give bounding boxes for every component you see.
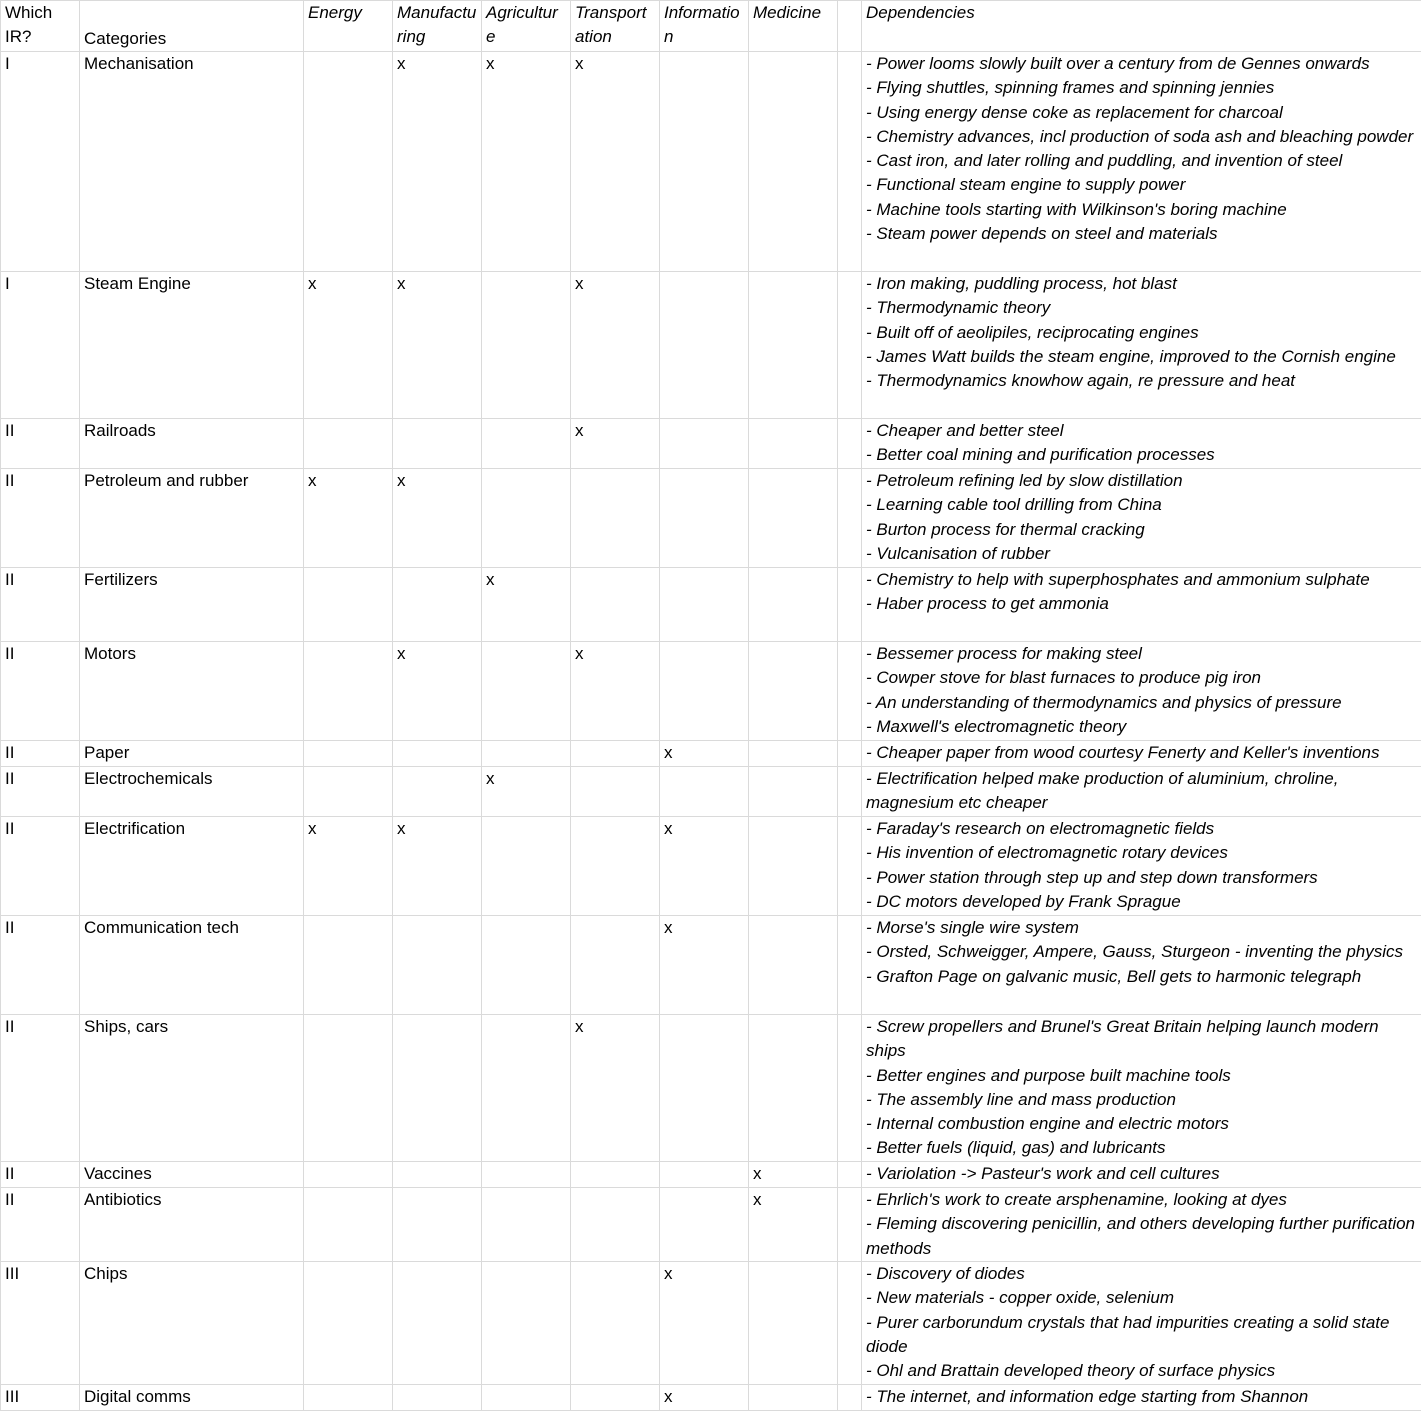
dependency-line: - James Watt builds the steam engine, improved to the Cornish engine — [866, 346, 1396, 366]
table-row — [1, 52, 1421, 272]
cell-blank[interactable] — [838, 1262, 862, 1385]
cell-medicine-mark[interactable] — [749, 1015, 838, 1162]
cell-information-mark[interactable] — [660, 272, 749, 419]
cell-transportation-mark[interactable]: x — [571, 419, 660, 469]
dependency-line: - The internet, and information edge starting from Shannon — [866, 1387, 1309, 1406]
cell-which-ir[interactable]: II — [1, 916, 80, 1015]
cell-energy-mark[interactable] — [304, 52, 393, 272]
cell-agriculture-mark[interactable] — [482, 1385, 571, 1411]
cell-information-mark[interactable] — [660, 642, 749, 741]
dependency-line: - Ehrlich's work to create arsphenamine, looking at dyes — [866, 1190, 1287, 1209]
table-row — [1, 1385, 1421, 1411]
cell-information-mark[interactable] — [660, 419, 749, 469]
cell-category[interactable]: Fertilizers — [80, 568, 304, 642]
cell-category[interactable]: Steam Engine — [80, 272, 304, 419]
cell-agriculture-mark[interactable] — [482, 419, 571, 469]
cell-category[interactable]: Antibiotics — [80, 1188, 304, 1262]
cell-blank[interactable] — [838, 568, 862, 642]
cell-dependencies[interactable] — [862, 642, 1421, 741]
table-row — [1, 1188, 1421, 1262]
cell-blank[interactable] — [838, 1162, 862, 1188]
cell-which-ir[interactable]: III — [1, 1262, 80, 1385]
cell-energy-mark[interactable] — [304, 741, 393, 767]
cell-energy-mark[interactable] — [304, 767, 393, 817]
cell-category[interactable]: Electrochemicals — [80, 767, 304, 817]
cell-transportation-mark[interactable] — [571, 568, 660, 642]
cell-which-ir[interactable]: II — [1, 1188, 80, 1262]
header-energy[interactable]: Energy — [304, 1, 393, 52]
cell-dependencies[interactable] — [862, 1015, 1421, 1162]
cell-medicine-mark[interactable] — [749, 469, 838, 568]
cell-category[interactable]: Vaccines — [80, 1162, 304, 1188]
cell-manufacturing-mark[interactable] — [393, 916, 482, 1015]
header-row — [1, 1, 1421, 52]
cell-information-mark[interactable]: x — [660, 1262, 749, 1385]
table-row — [1, 741, 1421, 767]
cell-dependencies[interactable] — [862, 1385, 1421, 1411]
table-body — [1, 52, 1421, 1411]
dependency-line: - Thermodynamics knowhow again, re pressure and heat — [866, 371, 1295, 391]
cell-blank[interactable] — [838, 767, 862, 817]
cell-transportation-mark[interactable] — [571, 469, 660, 568]
cell-category[interactable]: Mechanisation — [80, 52, 304, 272]
dependency-line: - Faraday's research on electromagnetic fields — [866, 819, 1215, 838]
cell-blank[interactable] — [838, 52, 862, 272]
header-dependencies[interactable]: Dependencies — [862, 1, 1421, 52]
cell-blank[interactable] — [838, 916, 862, 1015]
dependency-line: - Cheaper and better steel — [866, 421, 1064, 440]
cell-category[interactable]: Paper — [80, 741, 304, 767]
cell-blank[interactable] — [838, 1188, 862, 1262]
header-categories[interactable]: Categories — [80, 1, 304, 52]
cell-medicine-mark[interactable] — [749, 642, 838, 741]
dependency-line: - Cast iron, and later rolling and puddling, and invention of steel — [866, 151, 1343, 171]
cell-category[interactable]: Motors — [80, 642, 304, 741]
cell-blank[interactable] — [838, 419, 862, 469]
cell-transportation-mark[interactable] — [571, 1162, 660, 1188]
table-row — [1, 469, 1421, 568]
cell-manufacturing-mark[interactable] — [393, 1385, 482, 1411]
cell-medicine-mark[interactable] — [749, 916, 838, 1015]
header-blank-cell[interactable] — [838, 1, 862, 52]
cell-transportation-mark[interactable] — [571, 1188, 660, 1262]
cell-which-ir[interactable]: II — [1, 741, 80, 767]
cell-medicine-mark[interactable] — [749, 568, 838, 642]
cell-manufacturing-mark[interactable] — [393, 767, 482, 817]
cell-transportation-mark[interactable] — [571, 817, 660, 916]
cell-information-mark[interactable] — [660, 52, 749, 272]
cell-energy-mark[interactable] — [304, 642, 393, 741]
cell-dependencies[interactable] — [862, 568, 1421, 642]
cell-agriculture-mark[interactable] — [482, 1262, 571, 1385]
cell-manufacturing-mark[interactable] — [393, 1188, 482, 1262]
dependency-line: - Power station through step up and step down transformers — [866, 867, 1318, 887]
cell-transportation-mark[interactable]: x — [571, 52, 660, 272]
cell-category[interactable]: Communication tech — [80, 916, 304, 1015]
cell-blank[interactable] — [838, 469, 862, 568]
cell-energy-mark[interactable] — [304, 568, 393, 642]
table-row — [1, 817, 1421, 916]
dependency-line: - Orsted, Schweigger, Ampere, Gauss, Sturgeon - inventing the physics — [866, 942, 1404, 962]
table-row — [1, 568, 1421, 642]
table-row — [1, 1162, 1421, 1188]
cell-information-mark[interactable] — [660, 1188, 749, 1262]
dependency-line: - Functional steam engine to supply power — [866, 175, 1186, 195]
cell-medicine-mark[interactable]: x — [749, 1162, 838, 1188]
cell-dependencies[interactable] — [862, 1162, 1421, 1188]
cell-which-ir[interactable]: III — [1, 1385, 80, 1411]
cell-information-mark[interactable]: x — [660, 916, 749, 1015]
cell-manufacturing-mark[interactable] — [393, 1262, 482, 1385]
cell-agriculture-mark[interactable]: x — [482, 767, 571, 817]
dependency-line: - Electrification helped make production of aluminium, chroline, magnesium etc cheaper — [866, 769, 1339, 813]
dependency-line: - Variolation -> Pasteur's work and cell cultures — [866, 1164, 1220, 1183]
cell-medicine-mark[interactable] — [749, 767, 838, 817]
cell-medicine-mark[interactable] — [749, 741, 838, 767]
cell-dependencies[interactable] — [862, 817, 1421, 916]
dependency-line: - Steam power depends on steel and materials — [866, 224, 1218, 244]
dependency-line: - Morse's single wire system — [866, 918, 1079, 937]
cell-dependencies[interactable] — [862, 469, 1421, 568]
cell-blank[interactable] — [838, 642, 862, 741]
cell-manufacturing-mark[interactable] — [393, 568, 482, 642]
dependency-line: - Iron making, puddling process, hot blast — [866, 274, 1177, 293]
cell-agriculture-mark[interactable] — [482, 1162, 571, 1188]
header-manufacturing[interactable]: Manufacturing — [393, 1, 482, 52]
cell-information-mark[interactable]: x — [660, 741, 749, 767]
cell-blank[interactable] — [838, 817, 862, 916]
dependency-line: - Petroleum refining led by slow distillation — [866, 471, 1183, 490]
cell-transportation-mark[interactable]: x — [571, 272, 660, 419]
cell-which-ir[interactable]: II — [1, 419, 80, 469]
dependency-line: - Better fuels (liquid, gas) and lubricants — [866, 1138, 1166, 1158]
cell-energy-mark[interactable] — [304, 1188, 393, 1262]
cell-which-ir[interactable]: I — [1, 272, 80, 419]
table-row — [1, 419, 1421, 469]
cell-category[interactable]: Digital comms — [80, 1385, 304, 1411]
dependency-line: - Maxwell's electromagnetic theory — [866, 716, 1127, 736]
cell-transportation-mark[interactable] — [571, 1385, 660, 1411]
cell-agriculture-mark[interactable] — [482, 642, 571, 741]
cell-medicine-mark[interactable] — [749, 272, 838, 419]
dependency-line: - Learning cable tool drilling from China — [866, 495, 1162, 515]
dependency-line: - Power looms slowly built over a century from de Gennes onwards — [866, 54, 1370, 73]
cell-information-mark[interactable] — [660, 568, 749, 642]
dependency-line: - Cheaper paper from wood courtesy Fenerty and Keller's inventions — [866, 743, 1380, 762]
dependency-line: - New materials - copper oxide, selenium — [866, 1288, 1175, 1308]
cell-agriculture-mark[interactable] — [482, 1015, 571, 1162]
dependency-line: - Machine tools starting with Wilkinson's boring machine — [866, 199, 1287, 219]
cell-which-ir[interactable]: II — [1, 469, 80, 568]
cell-information-mark[interactable]: x — [660, 817, 749, 916]
cell-energy-mark[interactable] — [304, 1385, 393, 1411]
dependency-line: - Chemistry advances, incl production of soda ash and bleaching powder — [866, 126, 1414, 146]
cell-agriculture-mark[interactable] — [482, 741, 571, 767]
table-row — [1, 1262, 1421, 1385]
dependency-line: - Screw propellers and Brunel's Great Britain helping launch modern ships — [866, 1017, 1379, 1061]
table-row — [1, 916, 1421, 1015]
cell-manufacturing-mark[interactable]: x — [393, 642, 482, 741]
dependency-line: - Better coal mining and purification processes — [866, 445, 1215, 465]
cell-information-mark[interactable] — [660, 1015, 749, 1162]
cell-agriculture-mark[interactable] — [482, 1188, 571, 1262]
cell-manufacturing-mark[interactable] — [393, 1015, 482, 1162]
dependency-line: - His invention of electromagnetic rotary devices — [866, 843, 1228, 863]
dependency-line: - Burton process for thermal cracking — [866, 519, 1145, 539]
cell-energy-mark[interactable] — [304, 419, 393, 469]
cell-agriculture-mark[interactable] — [482, 916, 571, 1015]
cell-medicine-mark[interactable] — [749, 1385, 838, 1411]
cell-energy-mark[interactable]: x — [304, 469, 393, 568]
cell-manufacturing-mark[interactable]: x — [393, 469, 482, 568]
cell-energy-mark[interactable]: x — [304, 272, 393, 419]
header-transportation[interactable]: Transportation — [571, 1, 660, 52]
cell-medicine-mark[interactable] — [749, 419, 838, 469]
dependency-line: - Using energy dense coke as replacement for charcoal — [866, 102, 1283, 122]
dependency-line: - Flying shuttles, spinning frames and spinning jennies — [866, 78, 1275, 98]
cell-category[interactable]: Railroads — [80, 419, 304, 469]
dependency-line: - An understanding of thermodynamics and physics of pressure — [866, 692, 1342, 712]
dependency-line: - Cowper stove for blast furnaces to produce pig iron — [866, 668, 1261, 688]
cell-information-mark[interactable] — [660, 1162, 749, 1188]
cell-medicine-mark[interactable] — [749, 1262, 838, 1385]
cell-agriculture-mark[interactable] — [482, 817, 571, 916]
cell-transportation-mark[interactable]: x — [571, 1015, 660, 1162]
cell-manufacturing-mark[interactable]: x — [393, 52, 482, 272]
cell-which-ir[interactable]: II — [1, 642, 80, 741]
cell-energy-mark[interactable] — [304, 916, 393, 1015]
cell-medicine-mark[interactable] — [749, 52, 838, 272]
cell-dependencies[interactable] — [862, 916, 1421, 1015]
cell-energy-mark[interactable] — [304, 1162, 393, 1188]
dependency-line: - DC motors developed by Frank Sprague — [866, 891, 1181, 911]
cell-which-ir[interactable]: I — [1, 52, 80, 272]
cell-which-ir[interactable]: II — [1, 1015, 80, 1162]
cell-agriculture-mark[interactable] — [482, 469, 571, 568]
table-row — [1, 1015, 1421, 1162]
header-agriculture[interactable]: Agriculture — [482, 1, 571, 52]
cell-dependencies[interactable] — [862, 1262, 1421, 1385]
cell-medicine-mark[interactable] — [749, 817, 838, 916]
cell-energy-mark[interactable]: x — [304, 817, 393, 916]
cell-which-ir[interactable]: II — [1, 1162, 80, 1188]
cell-blank[interactable] — [838, 741, 862, 767]
cell-transportation-mark[interactable] — [571, 1262, 660, 1385]
dependency-line: - Internal combustion engine and electric motors — [866, 1114, 1229, 1134]
table-row — [1, 642, 1421, 741]
dependency-line: - Discovery of diodes — [866, 1264, 1025, 1283]
cell-manufacturing-mark[interactable] — [393, 419, 482, 469]
dependency-line: - Vulcanisation of rubber — [866, 543, 1050, 563]
cell-agriculture-mark[interactable]: x — [482, 52, 571, 272]
cell-category[interactable]: Electrification — [80, 817, 304, 916]
cell-manufacturing-mark[interactable]: x — [393, 272, 482, 419]
cell-transportation-mark[interactable]: x — [571, 642, 660, 741]
cell-energy-mark[interactable] — [304, 1015, 393, 1162]
cell-which-ir[interactable]: II — [1, 568, 80, 642]
cell-information-mark[interactable] — [660, 469, 749, 568]
dependency-line: - Better engines and purpose built machine tools — [866, 1065, 1231, 1085]
cell-category[interactable]: Petroleum and rubber — [80, 469, 304, 568]
cell-transportation-mark[interactable] — [571, 916, 660, 1015]
header-which-ir[interactable]: Which IR? — [1, 1, 80, 52]
dependency-line: - Haber process to get ammonia — [866, 594, 1109, 614]
dependency-line: - The assembly line and mass production — [866, 1089, 1176, 1109]
dependency-line: - Built off of aeolipiles, reciprocating engines — [866, 322, 1199, 342]
cell-dependencies[interactable] — [862, 272, 1421, 419]
cell-information-mark[interactable]: x — [660, 1385, 749, 1411]
cell-which-ir[interactable]: II — [1, 767, 80, 817]
dependency-line: - Bessemer process for making steel — [866, 644, 1142, 663]
cell-manufacturing-mark[interactable] — [393, 1162, 482, 1188]
cell-agriculture-mark[interactable] — [482, 272, 571, 419]
cell-which-ir[interactable]: II — [1, 817, 80, 916]
cell-blank[interactable] — [838, 272, 862, 419]
cell-transportation-mark[interactable] — [571, 741, 660, 767]
dependency-line: - Chemistry to help with superphosphates and ammonium sulphate — [866, 570, 1370, 589]
cell-medicine-mark[interactable]: x — [749, 1188, 838, 1262]
dependency-line: - Fleming discovering penicillin, and others developing further purification methods — [866, 1214, 1416, 1258]
cell-dependencies[interactable] — [862, 767, 1421, 817]
cell-energy-mark[interactable] — [304, 1262, 393, 1385]
cell-manufacturing-mark[interactable]: x — [393, 817, 482, 916]
table-row — [1, 272, 1421, 419]
cell-category[interactable]: Chips — [80, 1262, 304, 1385]
header-medicine[interactable]: Medicine — [749, 1, 838, 52]
cell-dependencies[interactable] — [862, 52, 1421, 272]
cell-blank[interactable] — [838, 1015, 862, 1162]
cell-agriculture-mark[interactable]: x — [482, 568, 571, 642]
cell-blank[interactable] — [838, 1385, 862, 1411]
cell-dependencies[interactable] — [862, 1188, 1421, 1262]
cell-category[interactable]: Ships, cars — [80, 1015, 304, 1162]
dependency-line: - Ohl and Brattain developed theory of surface physics — [866, 1361, 1276, 1381]
dependency-line: - Purer carborundum crystals that had impurities creating a solid state diode — [866, 1312, 1390, 1356]
cell-manufacturing-mark[interactable] — [393, 741, 482, 767]
header-information[interactable]: Information — [660, 1, 749, 52]
dependency-line: - Grafton Page on galvanic music, Bell gets to harmonic telegraph — [866, 966, 1362, 986]
cell-information-mark[interactable] — [660, 767, 749, 817]
cell-transportation-mark[interactable] — [571, 767, 660, 817]
table-row — [1, 767, 1421, 817]
dependency-line: - Thermodynamic theory — [866, 298, 1051, 318]
cell-dependencies[interactable] — [862, 741, 1421, 767]
cell-dependencies[interactable] — [862, 419, 1421, 469]
